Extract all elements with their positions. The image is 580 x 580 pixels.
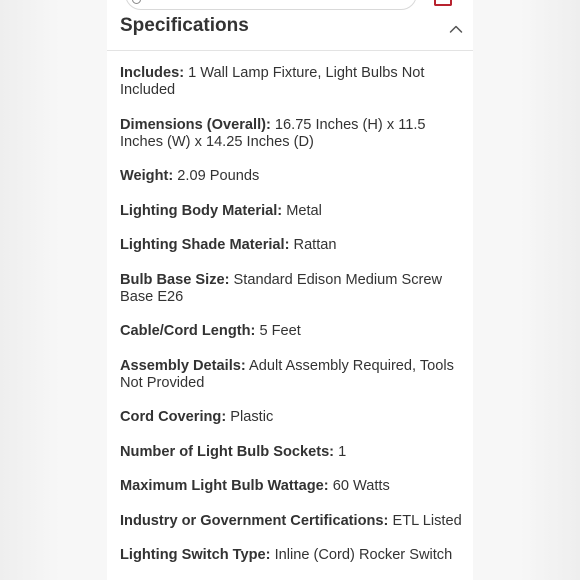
spec-label: Assembly Details: — [120, 357, 246, 374]
spec-row — [120, 409, 462, 426]
spec-row — [120, 203, 462, 220]
specifications-list — [120, 65, 462, 580]
spec-label: Lighting Shade Material: — [120, 237, 290, 253]
spec-value: 5 Feet — [259, 323, 301, 339]
spec-label: Weight: — [120, 168, 174, 184]
spec-value: Plastic — [230, 409, 274, 425]
chevron-up-icon[interactable] — [449, 24, 463, 34]
spec-row — [120, 358, 462, 392]
spec-label: Bulb Base Size: — [120, 271, 230, 288]
spec-label: Cord Covering: — [120, 409, 227, 425]
spec-value: 60 Watts — [332, 478, 390, 494]
spec-label: Maximum Light Bulb Wattage: — [120, 478, 329, 494]
spec-value: 1 Wall Lamp Fixture, Light Bulbs Not Included — [120, 65, 425, 98]
top-search-bar — [107, 0, 473, 10]
spec-label: Lighting Switch Type: — [120, 547, 271, 563]
cart-icon[interactable] — [434, 0, 452, 6]
spec-value: Inline (Cord) Rocker Switch — [274, 547, 453, 563]
product-details-panel — [107, 0, 473, 580]
spec-row — [120, 65, 462, 99]
spec-row — [120, 444, 462, 461]
spec-label: Industry or Government Certifications: — [120, 512, 389, 529]
spec-row — [120, 547, 462, 564]
spec-label: Dimensions (Overall): — [120, 116, 271, 133]
spec-row — [120, 272, 462, 306]
search-icon — [132, 0, 141, 4]
spec-value: ETL Listed — [392, 512, 462, 529]
spec-value: Metal — [286, 202, 322, 219]
specifications-header[interactable] — [107, 10, 473, 51]
spec-row — [120, 323, 462, 340]
spec-row — [120, 478, 462, 495]
spec-label: Includes: — [120, 65, 185, 81]
section-title: Specifications — [120, 15, 249, 36]
spec-value: 1 — [338, 443, 347, 460]
spec-value: Standard Edison Medium Screw Base E26 — [120, 271, 443, 305]
search-input[interactable] — [125, 0, 417, 10]
spec-label: Cable/Cord Length: — [120, 323, 256, 339]
spec-value: Adult Assembly Required, Tools Not Provided — [120, 357, 454, 391]
spec-row — [120, 117, 462, 151]
spec-row — [120, 513, 462, 530]
spec-label: Lighting Body Material: — [120, 202, 283, 219]
spec-value: 2.09 Pounds — [177, 168, 260, 184]
spec-label: Number of Light Bulb Sockets: — [120, 443, 335, 460]
spec-value: 16.75 Inches (H) x 11.5 Inches (W) x 14.25 Inches (D) — [120, 116, 426, 150]
spec-value: Rattan — [293, 237, 337, 253]
spec-row — [120, 237, 462, 254]
spec-row — [120, 168, 462, 185]
